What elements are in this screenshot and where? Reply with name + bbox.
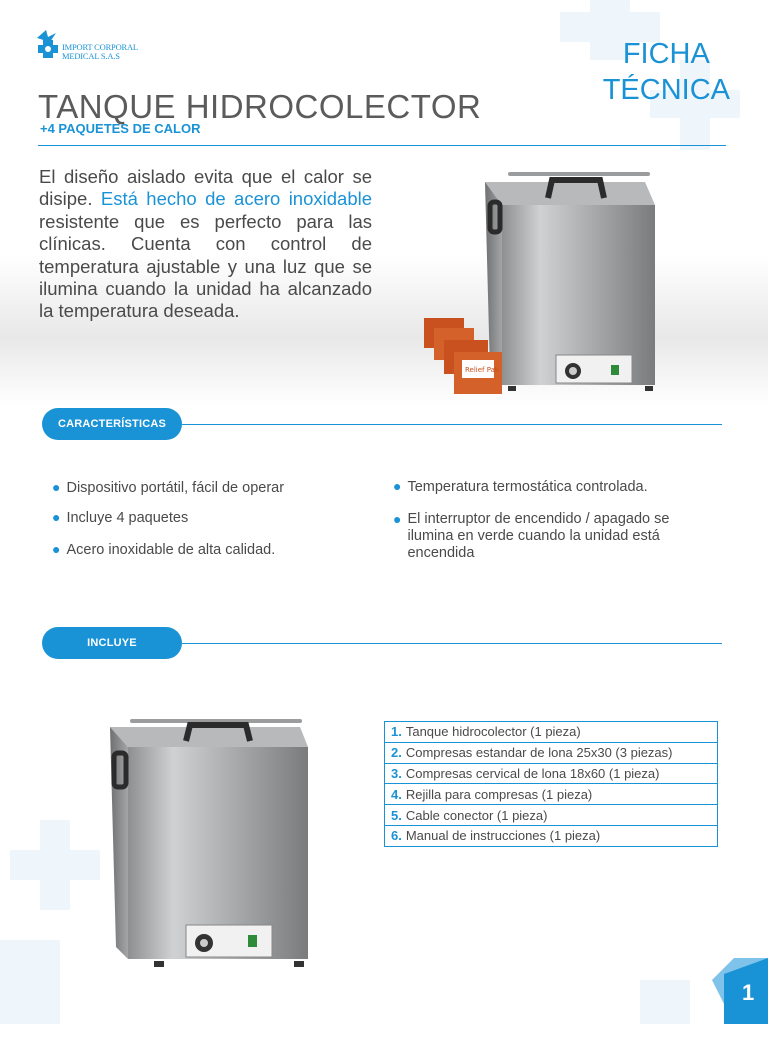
- feature-item: [393, 511, 713, 562]
- ficha-line-2: TÉCNICA: [602, 74, 730, 106]
- section-divider: [182, 424, 722, 425]
- item-number: 2.: [391, 745, 402, 761]
- section-pill-incluye: INCLUYE: [42, 627, 182, 659]
- table-row: [385, 742, 718, 763]
- title-divider: [38, 145, 726, 146]
- feature-text: Acero inoxidable de alta calidad.: [66, 542, 276, 558]
- table-cell: [385, 763, 718, 784]
- item-text: Manual de instrucciones (1 pieza): [405, 828, 601, 844]
- item-number: 1.: [391, 724, 402, 740]
- item-text: Cable conector (1 pieza): [405, 807, 548, 823]
- item-number: 6.: [391, 828, 402, 844]
- bullet-icon: ●: [52, 509, 61, 525]
- product-description: [39, 166, 372, 323]
- ficha-tecnica-heading: [603, 36, 730, 108]
- item-text: Rejilla para compresas (1 pieza): [405, 786, 593, 802]
- item-number: 4.: [391, 786, 402, 802]
- feature-text: Incluye 4 paquetes: [66, 510, 189, 526]
- item-number: 3.: [391, 765, 402, 781]
- table-cell: [385, 784, 718, 805]
- bullet-icon: ●: [393, 478, 402, 494]
- ficha-line-1: FICHA: [622, 38, 710, 70]
- table-row: [385, 825, 718, 846]
- table-cell: [385, 825, 718, 846]
- table-cell: [385, 722, 718, 743]
- feature-item: [393, 478, 713, 496]
- feature-item: [52, 509, 352, 527]
- page-title: TANQUE HIDROCOLECTOR: [38, 88, 482, 125]
- brand-line-2: MEDICAL S.A.S: [62, 51, 120, 61]
- section-pill-caracteristicas: CARACTERÍSTICAS: [42, 408, 182, 440]
- product-image-tank: [100, 715, 320, 980]
- table-row: [385, 763, 718, 784]
- item-text: Compresas estandar de lona 25x30 (3 piezas): [405, 745, 673, 761]
- feature-item: [52, 479, 352, 497]
- bullet-icon: ●: [393, 511, 402, 527]
- brand-line-1: IMPORT CORPORAL: [62, 42, 138, 52]
- bullet-icon: ●: [52, 541, 61, 557]
- feature-text: Dispositivo portátil, fácil de operar: [66, 480, 285, 496]
- decorative-cross: [10, 850, 100, 880]
- table-row: [385, 784, 718, 805]
- page-number: 1: [742, 980, 755, 1005]
- feature-text: El interruptor de encendido / apagado se ilumina en verde cuando la unidad está encendida: [407, 511, 670, 561]
- company-logo: [34, 28, 154, 68]
- bullet-icon: ●: [52, 479, 61, 495]
- table-cell: [385, 805, 718, 826]
- section-divider: [182, 643, 722, 644]
- decorative-cross: [640, 980, 690, 1024]
- description-highlight: Está hecho de acero inoxidable: [100, 188, 373, 210]
- item-text: Tanque hidrocolector (1 pieza): [405, 724, 581, 740]
- table-cell: [385, 742, 718, 763]
- product-image-with-heat-packs: [410, 160, 670, 410]
- table-row: [385, 805, 718, 826]
- page-subtitle: +4 PAQUETES DE CALOR: [40, 121, 201, 136]
- item-text: Compresas cervical de lona 18x60 (1 pieza): [405, 765, 660, 781]
- incluye-table: [384, 721, 718, 847]
- page-number-badge: [704, 944, 768, 1044]
- pack-label: Relief Pak: [465, 366, 499, 374]
- description-text-2: resistente que es perfecto para las clínicas. Cuenta con control de temperatura ajustable y una luz que se ilumina cuando la unidad ha alcanzado la temperatura deseada.: [39, 210, 372, 322]
- decorative-cross: [0, 940, 60, 1024]
- feature-text: Temperatura termostática controlada.: [407, 479, 648, 495]
- feature-item: [52, 541, 352, 559]
- logo-icon: [34, 28, 64, 60]
- table-row: [385, 722, 718, 743]
- item-number: 5.: [391, 807, 402, 823]
- description-text-1: El diseño aislado evita que el calor se disipe.: [39, 166, 372, 210]
